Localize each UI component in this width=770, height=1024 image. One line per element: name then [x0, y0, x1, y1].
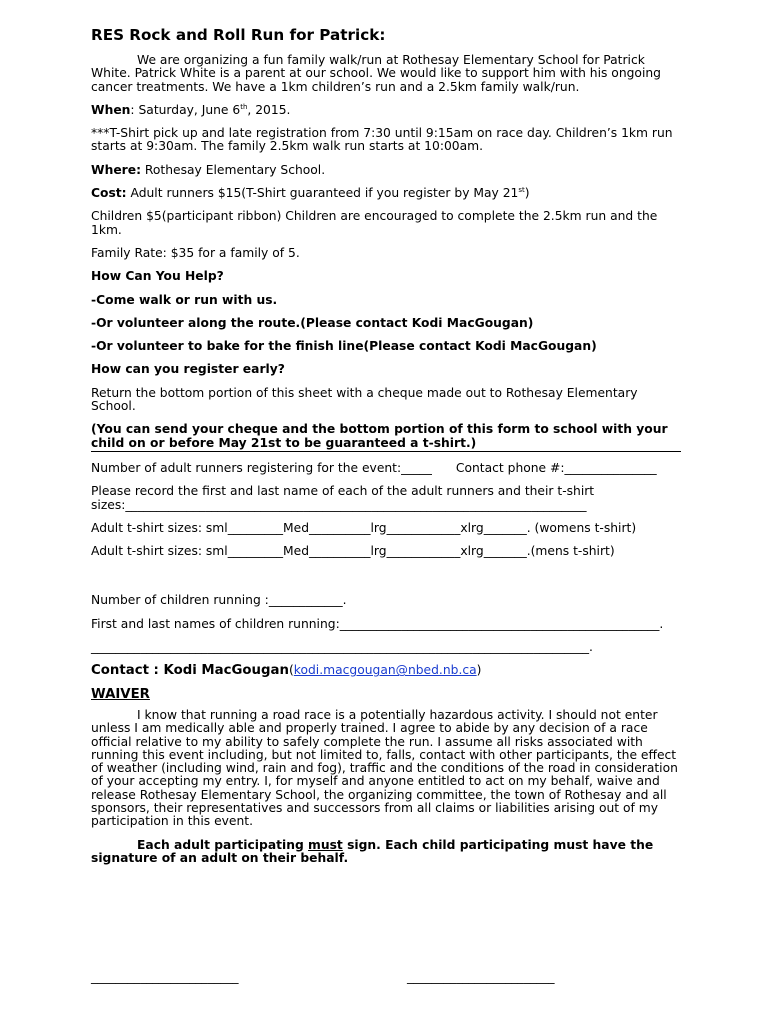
help-item: -Or volunteer along the route.(Please contact Kodi MacGougan) [91, 315, 534, 330]
extra-names-line[interactable]: _________________________________________________________________________________. [91, 640, 593, 655]
mens-sizes-field[interactable]: Adult t-shirt sizes: sml_________Med__________lrg____________xlrg_______.(mens t-shirt) [91, 544, 615, 559]
where-line [91, 164, 681, 177]
when-year: , 2015. [247, 102, 291, 117]
help-heading: How Can You Help? [91, 269, 224, 284]
help-item: -Or volunteer to bake for the finish line(Please contact Kodi MacGougan) [91, 339, 597, 354]
help-item: -Come walk or run with us. [91, 292, 278, 307]
spacer [91, 568, 681, 594]
waiver-text: I know that running a road race is a potentially hazardous activity. I should not enter unless I am medically able and properly trained. I agree to abide by any decision of a race official relative to my ability to safely complete the run. I assume all risks associated with running this event including, but not limited to, falls, contact with other participants, the effect of weather (including wind, rain and fog), traffic and the conditions of the road in consideration of your accepting my entry. I, for myself and anyone entitled to act on my behalf, waive and release Rothesay Elementary School, the organizing committee, the town of Rothesay and all sponsors, their representatives and successors from all claims or liabilities arising out of my participation in this event. [91, 707, 678, 829]
contact-line [91, 664, 681, 677]
contact-phone-field[interactable]: Contact phone #:_______________ [455, 460, 657, 475]
contact-open-paren: ( [288, 663, 294, 678]
sign-instruction-must: must [308, 837, 343, 852]
cost-line [91, 187, 681, 200]
page-title: RES Rock and Roll Run for Patrick: [91, 26, 386, 44]
where-label: Where: [91, 162, 141, 177]
cost-sup: st [518, 185, 525, 194]
children-count-field[interactable]: Number of children running :____________. [91, 593, 347, 608]
womens-sizes-field[interactable]: Adult t-shirt sizes: sml_________Med__________lrg____________xlrg_______. (womens t-shirt) [91, 520, 637, 535]
contact-label: Contact : Kodi MacGougan [91, 663, 289, 679]
cost-text: Adult runners $15(T-Shirt guaranteed if you register by May 21 [126, 186, 519, 201]
family-rate: Family Rate: $35 for a family of 5. [91, 245, 300, 260]
register-heading: How can you register early? [91, 362, 285, 377]
adult-names-field[interactable]: Please record the first and last name of each of the adult runners and their t-shirt sizes:___________________________________________________________________________ [91, 484, 595, 512]
intro-paragraph: We are organizing a fun family walk/run at Rothesay Elementary School for Patrick White. Patrick White is a parent at our school. We would like to support him with his ongoing cancer treatments. We have a 1km children’s run and a 2.5km family walk/run. [91, 53, 661, 94]
when-date-sup: th [240, 102, 248, 111]
flyer-document [91, 26, 681, 875]
second-signature-line[interactable]: ________________________ [407, 970, 555, 984]
cost-close: ) [524, 186, 530, 201]
register-text: Return the bottom portion of this sheet with a cheque made out to Rothesay Elementary School. [91, 385, 638, 414]
adult-count-line [91, 462, 681, 475]
adult-signature-line[interactable]: ________________________ [91, 970, 239, 984]
signature-instruction [91, 839, 681, 866]
contact-close-paren: ) [476, 663, 482, 678]
signature-lines [91, 970, 681, 984]
contact-email-link[interactable]: kodi.macgougan@nbed.nb.ca [293, 663, 477, 678]
when-date: : Saturday, June 6 [130, 102, 241, 117]
when-line [91, 104, 681, 117]
waiver-heading: WAIVER [91, 686, 150, 702]
cost-label: Cost: [91, 186, 127, 201]
children-cost: Children $5(participant ribbon) Children are encouraged to complete the 2.5km run and the 1km. [91, 209, 658, 237]
children-names-field[interactable]: First and last names of children running:____________________________________________________. [91, 616, 664, 631]
where-value: Rothesay Elementary School. [140, 162, 326, 177]
send-note: (You can send your cheque and the bottom portion of this form to school with your child on or before May 21st to be guaranteed a t-shirt.) [91, 423, 681, 452]
adult-count-field[interactable]: Number of adult runners registering for the event:_____ [91, 460, 432, 475]
schedule-paragraph: ***T-Shirt pick up and late registration from 7:30 until 9:15am on race day. Children’s 1km run starts at 9:30am. The family 2.5km walk run starts at 10:00am. [91, 126, 673, 154]
sign-instruction-start: Each adult participating [137, 837, 309, 852]
sign-instruction-end: sign. Each child participating must have the signature of an adult on their behalf. [91, 837, 654, 865]
when-label: When [91, 102, 131, 117]
